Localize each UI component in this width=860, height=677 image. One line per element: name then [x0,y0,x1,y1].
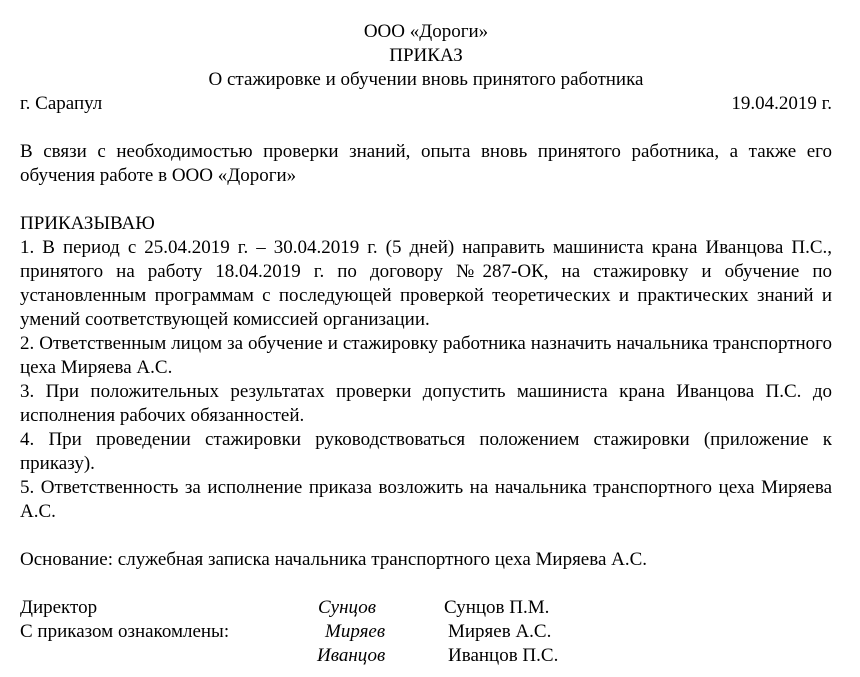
director-signature: Сунцов [318,597,377,618]
place-date-row [20,92,832,116]
order-item-5: 5. Ответственность за исполнение приказа возложить на начальника транспортного цеха Миряева А.С. [20,477,832,522]
spacer [20,524,832,548]
acquainted-row-1 [20,620,832,644]
director-signature-row [20,596,832,620]
order-item-2: 2. Ответственным лицом за обучение и стажировку работника назначить начальника транспортного цеха Миряева А.С. [20,333,832,378]
order-document [20,20,832,668]
spacer [20,116,832,140]
director-name: Сунцов П.М. [444,597,550,618]
basis-line: Основание: служебная записка начальника транспортного цеха Миряева А.С. [20,549,648,570]
document-type: ПРИКАЗ [389,45,463,66]
spacer [20,188,832,212]
acquainted-name-1: Миряев А.С. [448,621,552,642]
order-word: ПРИКАЗЫВАЮ [20,213,155,234]
acquainted-label: С приказом ознакомлены: [20,621,230,642]
acquainted-signature-1: Миряев [325,621,386,642]
director-role: Директор [20,597,98,618]
preamble-paragraph: В связи с необходимостью проверки знаний, опыта вновь принятого работника, а также его обучения работе в ООО «Дороги» [20,141,832,186]
order-item-4: 4. При проведении стажировки руководствоваться положением стажировки (приложение к приказу). [20,429,832,474]
city: г. Сарапул [20,93,103,114]
acquainted-row-2 [20,644,832,668]
order-item-3: 3. При положительных результатах проверки допустить машиниста крана Иванцова П.С. до исполнения рабочих обязанностей. [20,381,832,426]
company-name: ООО «Дороги» [363,21,489,42]
acquainted-name-2: Иванцов П.С. [448,645,559,666]
order-item-1: 1. В период с 25.04.2019 г. – 30.04.2019 г. (5 дней) направить машиниста крана Иванцова П.С., принятого на работу 18.04.2019 г. по договору №287-ОК, на стажировку и обучение по установленным программам с последующей проверкой теоретических и практических знаний и умений соответствующей комиссией организации. [20,237,832,330]
acquainted-signature-2: Иванцов [317,645,386,666]
document-subject: О стажировке и обучении вновь принятого работника [208,69,644,90]
order-date: 19.04.2019 г. [731,93,832,114]
spacer [20,572,832,596]
